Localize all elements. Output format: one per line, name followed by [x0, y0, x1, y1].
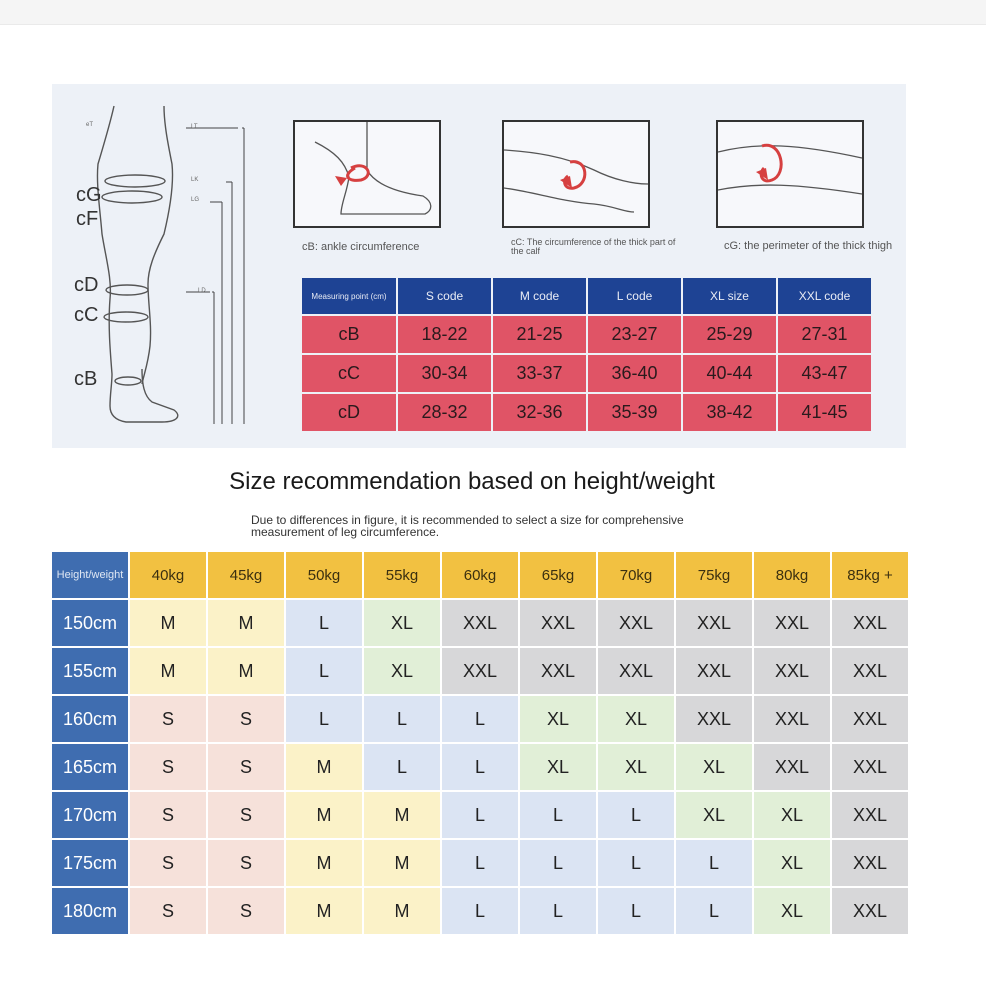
size-cell: M [286, 840, 362, 886]
caption-ankle: cB: ankle circumference [302, 241, 420, 253]
calf-illustration [502, 120, 650, 228]
measuring-point-cell: cD [302, 394, 396, 431]
xl-size-header: XL size [683, 278, 776, 314]
size-cell: L [286, 696, 362, 742]
page-subtitle: Due to differences in figure, it is recommended to select a size for comprehensive measurement of leg circumference. [251, 513, 684, 539]
range-cell: 30-34 [398, 355, 491, 392]
size-cell: L [364, 744, 440, 790]
size-cell: L [520, 792, 596, 838]
size-cell: L [520, 888, 596, 934]
measuring-point-cell: cB [302, 316, 396, 353]
measurement-panel [52, 84, 906, 448]
weight-header: 60kg [442, 552, 518, 598]
size-row [52, 840, 908, 886]
label-cg: cG [76, 184, 102, 206]
marker-et: eT [86, 122, 94, 128]
height-header: 155cm [52, 648, 128, 694]
size-cell: S [208, 840, 284, 886]
size-cell: XXL [754, 744, 830, 790]
range-cell: 33-37 [493, 355, 586, 392]
caption-thigh: cG: the perimeter of the thick thigh [724, 240, 893, 252]
size-cell: XXL [442, 648, 518, 694]
size-cell: L [442, 792, 518, 838]
measuring-point-header: Measuring point (cm) [302, 278, 396, 314]
leg-diagram [52, 84, 302, 448]
measurement-row [302, 316, 871, 353]
measuring-point-cell: cC [302, 355, 396, 392]
size-cell: XXL [832, 648, 908, 694]
range-cell: 27-31 [778, 316, 871, 353]
range-cell: 25-29 [683, 316, 776, 353]
weight-header: 40kg [130, 552, 206, 598]
size-row [52, 696, 908, 742]
size-table [50, 550, 910, 936]
size-cell: XXL [832, 888, 908, 934]
label-cf: cF [76, 208, 99, 230]
size-cell: L [442, 696, 518, 742]
range-cell: 21-25 [493, 316, 586, 353]
size-cell: L [676, 840, 752, 886]
size-cell: L [520, 840, 596, 886]
size-cell: L [598, 888, 674, 934]
size-cell: M [364, 840, 440, 886]
size-cell: XXL [598, 600, 674, 646]
size-cell: S [130, 792, 206, 838]
size-cell: XL [364, 600, 440, 646]
range-cell: 32-36 [493, 394, 586, 431]
size-cell: M [364, 792, 440, 838]
label-cc: cC [74, 304, 99, 326]
measurement-row [302, 394, 871, 431]
page-title: Size recommendation based on height/weight [229, 468, 715, 495]
size-cell: M [208, 648, 284, 694]
height-header: 150cm [52, 600, 128, 646]
weight-header: 80kg [754, 552, 830, 598]
range-cell: 28-32 [398, 394, 491, 431]
marker-lk: LK [191, 177, 199, 183]
size-cell: L [286, 648, 362, 694]
size-cell: L [442, 888, 518, 934]
m-code-header: M code [493, 278, 586, 314]
size-cell: S [208, 696, 284, 742]
top-bar [0, 0, 986, 25]
size-cell: M [286, 888, 362, 934]
weight-header: 85kg + [832, 552, 908, 598]
label-cd: cD [74, 274, 99, 296]
size-cell: XL [598, 696, 674, 742]
size-cell: M [130, 648, 206, 694]
height-header: 175cm [52, 840, 128, 886]
marker-lt: LT [191, 124, 198, 130]
weight-header: 75kg [676, 552, 752, 598]
xxl-code-header: XXL code [778, 278, 871, 314]
size-row [52, 600, 908, 646]
ankle-illustration [293, 120, 441, 228]
size-cell: XXL [598, 648, 674, 694]
size-cell: S [208, 744, 284, 790]
leg-illustration [52, 84, 302, 448]
size-row [52, 648, 908, 694]
size-cell: XL [754, 792, 830, 838]
range-cell: 41-45 [778, 394, 871, 431]
measurement-row [302, 355, 871, 392]
range-cell: 36-40 [588, 355, 681, 392]
size-cell: XL [676, 744, 752, 790]
size-cell: XXL [832, 840, 908, 886]
size-cell: XXL [832, 600, 908, 646]
range-cell: 40-44 [683, 355, 776, 392]
size-cell: XXL [442, 600, 518, 646]
height-header: 160cm [52, 696, 128, 742]
size-cell: XXL [754, 648, 830, 694]
size-cell: XXL [676, 600, 752, 646]
thigh-illustration [716, 120, 864, 228]
size-cell: L [364, 696, 440, 742]
size-cell: XL [754, 840, 830, 886]
label-cb: cB [74, 368, 98, 390]
size-cell: L [598, 792, 674, 838]
size-cell: XL [754, 888, 830, 934]
size-cell: S [130, 888, 206, 934]
height-header: 165cm [52, 744, 128, 790]
size-cell: XL [598, 744, 674, 790]
size-cell: M [286, 744, 362, 790]
range-cell: 18-22 [398, 316, 491, 353]
size-cell: XL [520, 744, 596, 790]
size-cell: XXL [520, 600, 596, 646]
size-cell: M [130, 600, 206, 646]
size-cell: XXL [832, 696, 908, 742]
weight-header: 55kg [364, 552, 440, 598]
size-cell: S [130, 744, 206, 790]
size-cell: XXL [832, 744, 908, 790]
marker-lg: LG [191, 197, 200, 203]
l-code-header: L code [588, 278, 681, 314]
size-cell: XXL [520, 648, 596, 694]
weight-header: 50kg [286, 552, 362, 598]
size-cell: L [442, 744, 518, 790]
size-cell: L [676, 888, 752, 934]
size-cell: M [286, 792, 362, 838]
size-cell: XL [676, 792, 752, 838]
size-cell: XXL [832, 792, 908, 838]
size-cell: S [208, 888, 284, 934]
size-row [52, 888, 908, 934]
size-cell: XXL [676, 648, 752, 694]
size-cell: XXL [754, 696, 830, 742]
size-cell: M [208, 600, 284, 646]
range-cell: 43-47 [778, 355, 871, 392]
height-header: 170cm [52, 792, 128, 838]
size-row [52, 792, 908, 838]
size-cell: S [130, 840, 206, 886]
height-header: 180cm [52, 888, 128, 934]
size-cell: XXL [676, 696, 752, 742]
measurement-table [300, 276, 873, 433]
height-weight-header: Height/weight [52, 552, 128, 598]
range-cell: 35-39 [588, 394, 681, 431]
measurement-header-row [302, 278, 871, 314]
weight-header: 70kg [598, 552, 674, 598]
weight-header-row [52, 552, 908, 598]
weight-header: 45kg [208, 552, 284, 598]
caption-calf: cC: The circumference of the thick part of the calf [511, 237, 676, 256]
s-code-header: S code [398, 278, 491, 314]
range-cell: 38-42 [683, 394, 776, 431]
marker-ld: LD [198, 288, 206, 294]
weight-header: 65kg [520, 552, 596, 598]
size-cell: L [442, 840, 518, 886]
size-cell: L [286, 600, 362, 646]
size-cell: XXL [754, 600, 830, 646]
size-cell: S [208, 792, 284, 838]
size-cell: XL [364, 648, 440, 694]
size-cell: M [364, 888, 440, 934]
size-cell: XL [520, 696, 596, 742]
size-cell: S [130, 696, 206, 742]
size-cell: L [598, 840, 674, 886]
range-cell: 23-27 [588, 316, 681, 353]
size-row [52, 744, 908, 790]
